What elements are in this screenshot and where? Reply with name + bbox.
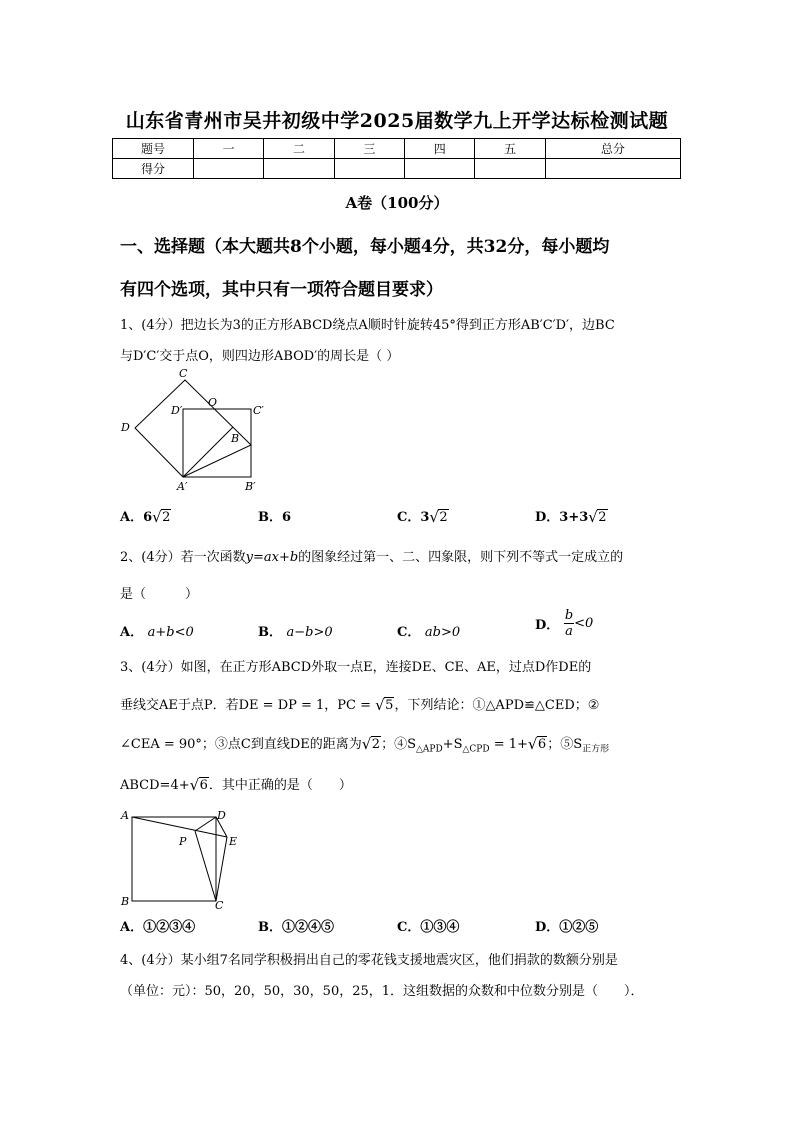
- sqrt-symbol: √ 6: [528, 737, 547, 752]
- q1-option-c[interactable]: C．3√ 2: [397, 506, 449, 525]
- line-pc: [195, 831, 216, 901]
- sqrt-symbol: √ 6: [190, 778, 209, 793]
- q3-option-d[interactable]: D．①②⑤: [535, 920, 599, 935]
- fig1-label-b: B: [231, 432, 240, 445]
- q4-line2: （单位：元）：50，20，50，30，50，25，1．这组数据的众数和中位数分别是（ ）．: [120, 984, 644, 999]
- q3-line3: ∠CEA = 90°；③点C到直线DE的距离为√ 2；$④S_{\triangle APD}+S_{\triangle CPD} = 1+√$ 6；$⑤S_{正方形}$: [120, 733, 609, 755]
- score-row-label: 得分: [113, 159, 194, 179]
- q4-line1: 4、(4分）某小组7名同学积极捐出自己的零花钱支援地震灾区，他们捐款的数额分别是: [120, 953, 618, 968]
- score-table-header-row: [113, 139, 681, 159]
- sqrt-symbol: √ 2: [362, 737, 381, 752]
- fig3-label-c: C: [215, 899, 224, 910]
- q2-line2: 是（ ）: [120, 587, 199, 602]
- line-dp: [195, 817, 216, 831]
- q2-option-d[interactable]: D． $\frac{b}{a}$ <0: [535, 608, 594, 639]
- q3-figure: [115, 805, 250, 910]
- fig1-label-d: D: [121, 421, 130, 434]
- score-header-cell: 一: [194, 139, 264, 159]
- q3-line4: ABCD=4+√ 6．其中正确的是（ ）: [120, 774, 352, 793]
- q1-figure: [115, 365, 275, 495]
- sqrt-symbol: √ 2: [588, 510, 607, 525]
- fig1-label-d-prime: D′: [171, 404, 183, 417]
- line-ce: [216, 837, 227, 901]
- fig1-label-b-prime: B′: [245, 480, 256, 493]
- score-cell[interactable]: [194, 159, 264, 179]
- fig1-label-a-prime: A′: [177, 480, 188, 493]
- fig3-label-p: P: [179, 835, 187, 848]
- q3-option-b[interactable]: B．①②④⑤: [258, 920, 334, 935]
- q1-line2: 与D′C′交于点O，则四边形ABOD′的周长是（ ）: [120, 349, 400, 364]
- q3-option-a[interactable]: A．①②③④: [120, 920, 196, 935]
- score-header-cell: 五: [475, 139, 545, 159]
- q1-line1: 1、(4分）把边长为3的正方形ABCD绕点A顺时针旋转45°得到正方形AB′C′D′，边BC: [120, 318, 615, 333]
- q1-option-d[interactable]: D．3+3√ 2: [535, 506, 608, 525]
- sqrt-symbol: √ 2: [152, 510, 171, 525]
- score-cell[interactable]: [264, 159, 334, 179]
- q3-line1: 3、(4分）如图，在正方形ABCD外取一点E，连接DE、CE、AE，过点D作DE的: [120, 660, 592, 675]
- q2-option-a[interactable]: A． a+b<0: [120, 625, 194, 640]
- q2-option-c[interactable]: C． ab>0: [397, 625, 461, 640]
- fraction: $\frac{b}{a}$: [564, 608, 574, 639]
- fig1-label-c: C: [179, 367, 188, 380]
- score-header-cell: 三: [334, 139, 404, 159]
- diagonal-line: [183, 427, 233, 477]
- paper-label: A卷（100分）: [345, 194, 449, 212]
- fig3-label-e: E: [229, 835, 238, 848]
- q3-line2: 垂线交AE于点P．若DE = DP = 1，PC = √ 5，下列结论：①△APD≌△CED；②: [120, 694, 599, 713]
- fig3-label-b: B: [121, 895, 130, 908]
- section-heading-line1: 一、选择题（本大题共8个小题，每小题4分，共32分，每小题均: [120, 237, 610, 257]
- score-table-score-row: [113, 159, 681, 179]
- q3-option-c[interactable]: C．①③④: [397, 920, 460, 935]
- q2-option-b[interactable]: B． a−b>0: [258, 625, 333, 640]
- sqrt-symbol: √ 5: [375, 698, 394, 713]
- score-cell[interactable]: [405, 159, 475, 179]
- line-ae: [132, 817, 227, 837]
- score-table: [112, 138, 681, 179]
- section-heading-line2: 有四个选项，其中只有一项符合题目要求）: [120, 280, 443, 300]
- fig3-label-d: D: [217, 809, 226, 822]
- score-cell[interactable]: [545, 159, 680, 179]
- fig3-label-a: A: [121, 809, 129, 822]
- fig1-label-o: O: [208, 396, 218, 409]
- sqrt-symbol: √ 2: [429, 510, 448, 525]
- q1-option-a[interactable]: A．6√ 2: [120, 506, 171, 525]
- score-cell[interactable]: [475, 159, 545, 179]
- score-header-cell: 二: [264, 139, 334, 159]
- score-cell[interactable]: [334, 159, 404, 179]
- fig1-label-c-prime: C′: [253, 404, 264, 417]
- score-header-cell: 四: [405, 139, 475, 159]
- score-header-cell: 题号: [113, 139, 194, 159]
- q2-line1: 2、(4分）若一次函数y=ax+b的图象经过第一、二、四象限，则下列不等式一定成立的: [120, 550, 624, 565]
- square-abcd: [135, 380, 251, 477]
- document-title: 山东省青州市吴井初级中学2025届数学九上开学达标检测试题: [125, 110, 669, 132]
- q1-option-b[interactable]: B．6: [258, 510, 292, 525]
- score-header-cell: 总分: [545, 139, 680, 159]
